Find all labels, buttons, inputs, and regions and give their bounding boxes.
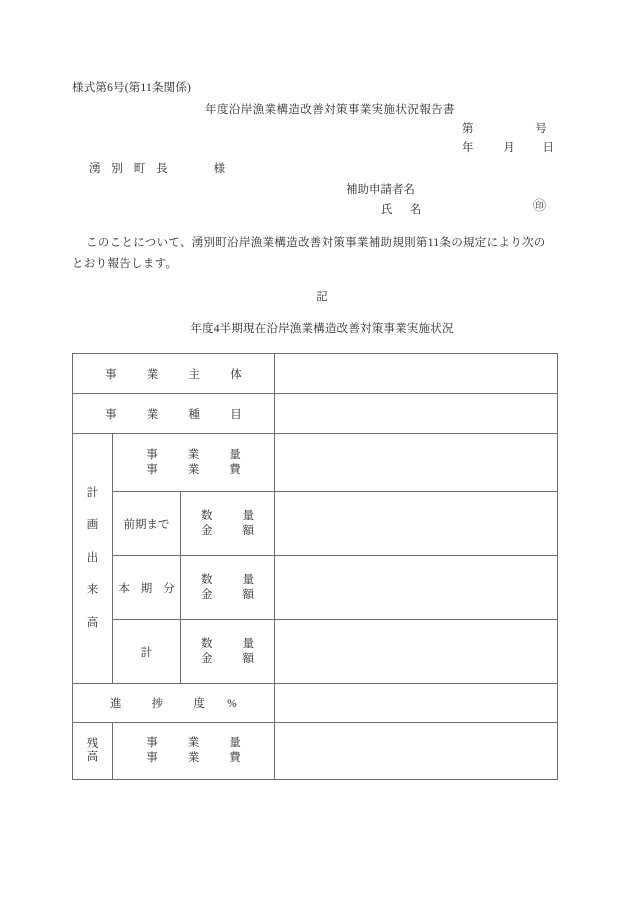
page-title: 年度沿岸漁業構造改善対策事業実施状況報告書	[205, 104, 455, 116]
table-row	[73, 723, 558, 780]
table-row	[73, 684, 558, 723]
date-year-label: 年	[462, 142, 474, 154]
value-cell-plan-total[interactable]	[275, 434, 558, 492]
document-date-line	[462, 139, 554, 155]
form-number: 様式第6号(第11条関係)	[72, 82, 192, 94]
group-label-balance	[73, 723, 113, 780]
label-text: 事 業 種 目	[105, 408, 242, 421]
applicant-name-label: 氏 名	[381, 204, 425, 216]
ki-marker: 記	[316, 291, 328, 303]
label-text: 前期まで	[123, 518, 170, 531]
table-row	[73, 434, 558, 492]
row-metric-plan-sum	[181, 620, 275, 684]
table-row	[73, 354, 558, 394]
value-cell-until-previous-term[interactable]	[275, 492, 558, 556]
table-row	[73, 620, 558, 684]
seal-icon: ㊞	[533, 198, 547, 213]
table-row	[73, 492, 558, 556]
value-cell-project-entity[interactable]	[275, 354, 558, 394]
table-caption: 年度4半期現在沿岸漁業構造改善対策事業実施状況	[190, 323, 454, 335]
table-row	[73, 394, 558, 434]
addressee-name: 湧 別 町 長	[89, 163, 172, 175]
row-label-progress-rate	[73, 684, 275, 723]
row-label-current-term	[113, 556, 181, 620]
label-text: 進 捗 度 %	[110, 698, 237, 710]
addressee-honorific: 様	[213, 163, 226, 175]
row-label-until-previous-term	[113, 492, 181, 556]
row-label-project-entity	[73, 354, 275, 394]
row-label-plan-total	[113, 434, 275, 492]
value-cell-progress-rate[interactable]	[275, 684, 558, 723]
label-text: 残 高	[86, 737, 99, 763]
value-cell-plan-sum[interactable]	[275, 620, 558, 684]
group-label-plan-output	[73, 434, 113, 684]
label-text: 事 業 量 事 業 費	[146, 448, 241, 476]
document-number-prefix: 第	[462, 123, 474, 135]
row-metric-balance	[113, 723, 275, 780]
document-number-line	[462, 120, 547, 136]
table-row	[73, 556, 558, 620]
label-text: 本 期 分	[118, 582, 179, 595]
addressee	[89, 160, 225, 176]
row-metric-current-term	[181, 556, 275, 620]
label-text: 数 量 金 額	[201, 573, 254, 601]
date-day-label: 日	[542, 142, 554, 154]
value-cell-project-category[interactable]	[275, 394, 558, 434]
value-cell-balance[interactable]	[275, 723, 558, 780]
label-text: 計 画 出 来 高	[86, 486, 99, 629]
implementation-status-table	[72, 353, 558, 780]
row-metric-until-previous-term	[181, 492, 275, 556]
row-label-project-category	[73, 394, 275, 434]
value-cell-current-term[interactable]	[275, 556, 558, 620]
date-month-label: 月	[503, 142, 515, 154]
label-text: 事 業 量 事 業 費	[146, 737, 241, 764]
row-label-plan-sum	[113, 620, 181, 684]
applicant-label: 補助申請者名	[346, 184, 415, 196]
document-number-suffix: 号	[535, 123, 547, 135]
body-paragraph: このことについて、湧別町沿岸漁業構造改善対策事業補助規則第11条の規定により次のとおり報告します。	[72, 237, 546, 270]
label-text: 事 業 主 体	[105, 368, 242, 381]
label-text: 数 量 金 額	[201, 509, 254, 537]
label-text: 計	[140, 646, 153, 659]
label-text: 数 量 金 額	[201, 637, 254, 665]
